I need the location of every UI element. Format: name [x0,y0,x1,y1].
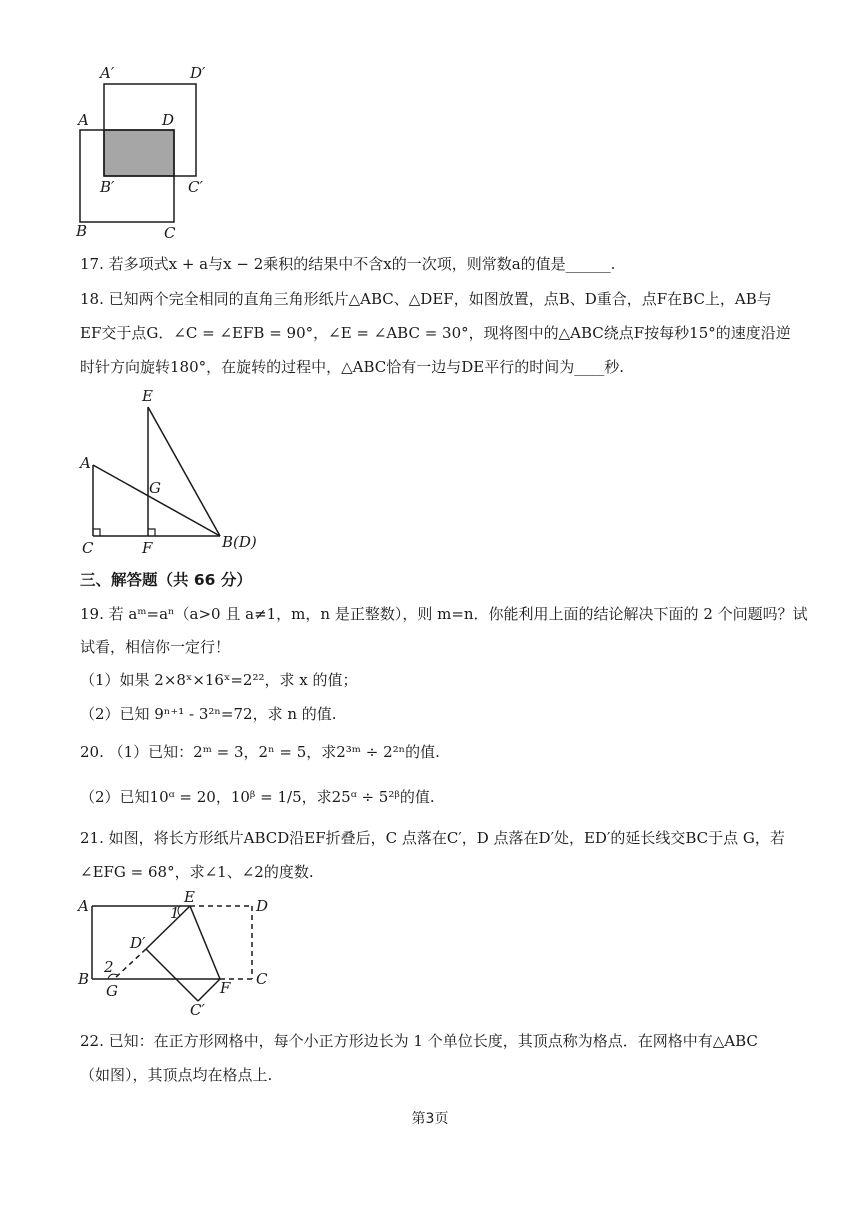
question-20-part-1: 20. （1）已知：2ᵐ = 3，2ⁿ = 5，求2³ᵐ ÷ 2²ⁿ的值. [80,743,440,761]
segment-d-prime-c-prime [146,949,198,1001]
label-c: C [164,224,176,242]
right-angle-mark-f [148,529,155,536]
question-19-part-2: （2）已知 9ⁿ⁺¹ - 3²ⁿ=72，求 n 的值. [80,705,337,723]
figure-right-triangles [74,385,274,560]
shaded-overlap [104,130,174,176]
figure-overlapping-squares [70,62,230,242]
right-angle-mark-c [93,529,100,536]
segment-c-prime-f [198,979,220,1001]
segment-ed-prime [146,906,190,949]
question-19-part-1: （1）如果 2×8ˣ×16ˣ=2²²，求 x 的值； [80,671,358,689]
label-a: A [78,897,89,915]
label-d: D [162,111,175,129]
label-e: E [184,888,195,906]
label-e: E [142,387,153,405]
label-b: B [78,970,90,988]
question-21-line-1: 21. 如图，将长方形纸片ABCD沿EF折叠后，C 点落在C′，D 点落在D′处，ED′的延长线交BC于点 G，若 [80,829,785,847]
label-c-prime: C′ [190,1001,205,1018]
label-c: C [256,970,268,988]
label-angle-2: 2 [104,958,114,976]
label-a: A [80,454,91,472]
label-f: F [220,979,231,997]
page-number: 第3页 [411,1111,449,1127]
label-g: G [106,982,118,1000]
label-b: B [76,222,88,240]
question-22-line-1: 22. 已知：在正方形网格中，每个小正方形边长为 1 个单位长度，其顶点称为格点．在网格中有△ABC [80,1032,758,1050]
label-f: F [142,539,153,557]
label-c: C [82,539,94,557]
question-22-line-2: （如图），其顶点均在格点上. [80,1066,273,1084]
figure-folded-rectangle [74,888,284,1018]
label-d-prime: D′ [130,934,146,952]
section-title: 三、解答题（共 66 分） [80,571,252,589]
question-18-line-3: 时针方向旋转180°，在旋转的过程中，△ABC恰有一边与DE平行的时间为____秒. [80,358,625,376]
label-angle-1: 1 [170,904,180,922]
question-18-line-2: EF交于点G．∠C = ∠EFB = 90°，∠E = ∠ABC = 30°，现将图中的△ABC绕点F按每秒15°的速度沿逆 [80,324,791,342]
label-b-d: B(D) [222,533,257,551]
segment-ef [190,906,220,979]
label-b-prime: B′ [100,178,115,196]
question-21-line-2: ∠EFG = 68°，求∠1、∠2的度数. [80,863,314,881]
label-d-prime: D′ [190,64,206,82]
label-c-prime: C′ [188,178,203,196]
question-19-line-2: 试看，相信你一定行！ [80,638,231,656]
question-18-line-1: 18. 已知两个完全相同的直角三角形纸片△ABC、△DEF，如图放置，点B、D重合，点F在BC上，AB与 [80,290,772,308]
label-a: A [78,111,89,129]
label-d: D [256,897,269,915]
question-19-line-1: 19. 若 aᵐ=aⁿ（a>0 且 a≠1，m，n 是正整数），则 m=n．你能利用上面的结论解决下面的 2 个问题吗？试 [80,605,808,623]
segment-d-prime-g-dashed [114,949,146,979]
label-g: G [149,479,161,497]
label-a-prime: A′ [100,64,115,82]
question-17: 17. 若多项式x + a与x − 2乘积的结果中不含x的一次项，则常数a的值是______. [80,255,616,273]
question-20-part-2: （2）已知10ᵅ = 20，10ᵝ = 1/5，求25ᵅ ÷ 5²ᵝ的值. [80,788,435,806]
